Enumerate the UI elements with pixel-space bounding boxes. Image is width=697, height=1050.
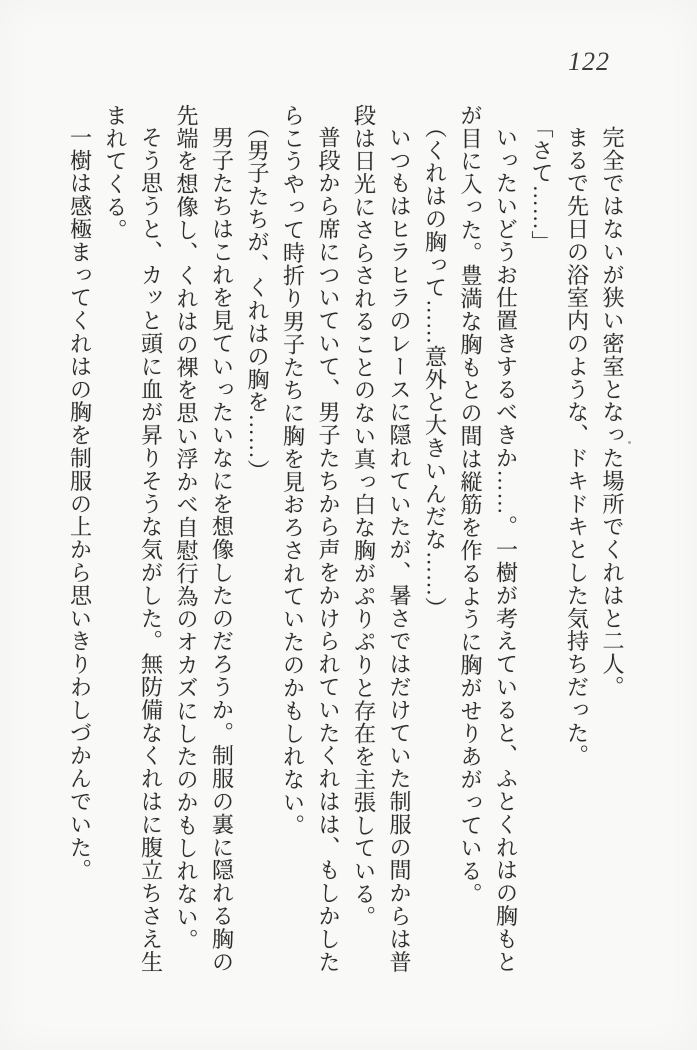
text-line-thought: （くれはの胸って……意外と大きいんだな……）: [422, 116, 448, 620]
text-line: 一樹は感極まってくれはの胸を制服の上から思いきりわしづかんでいた。: [67, 126, 93, 882]
text-line: 先端を想像し、くれはの裸を思い浮かべ自慰行為のオカズにしたのかもしれない。: [174, 104, 199, 952]
page-number: 122: [568, 47, 610, 76]
text-line-dialogue: 「さて……」: [529, 116, 554, 254]
scan-speck: [628, 441, 631, 444]
text-line: まるで先日の浴室内のような、ドキドキとした気持ちだった。: [564, 126, 590, 768]
text-line: そう思うと、カッと頭に血が昇りそうな気がした。無防備なくれはに腹立ちさえ生: [138, 126, 164, 974]
text-line: が目に入った。豊満な胸もとの間は縦筋を作るように胸がせりあがっている。: [458, 104, 483, 906]
text-line: いつもはヒラヒラのレースに隠れていたが、暑さではだけていた制服の間からは普: [387, 126, 412, 974]
text-block: [62, 104, 630, 986]
text-line: 段は日光にさらされることのない真っ白な胸がぷりぷりと存在を主張している。: [351, 104, 377, 929]
text-line: 普段から席についていて、男子たちから声をかけられていたくれはは、もしかした: [316, 126, 341, 974]
text-line: らこうやって時折り男子たちに胸を見おろされていたのかもしれない。: [280, 104, 306, 837]
text-line: いったいどうお仕置きするべきか……。一樹が考えていると、ふとくれはの胸もと: [493, 126, 519, 974]
text-line: 完全ではないが狭い密室となった場所でくれはと二人。: [600, 126, 625, 699]
text-line: まれてくる。: [103, 104, 128, 242]
text-line: 男子たちはこれを見ていったいなにを想像したのだろうか。制服の裏に隠れる胸の: [209, 126, 235, 974]
text-line-thought: （男子たちが、くれはの胸を……）: [245, 116, 270, 483]
